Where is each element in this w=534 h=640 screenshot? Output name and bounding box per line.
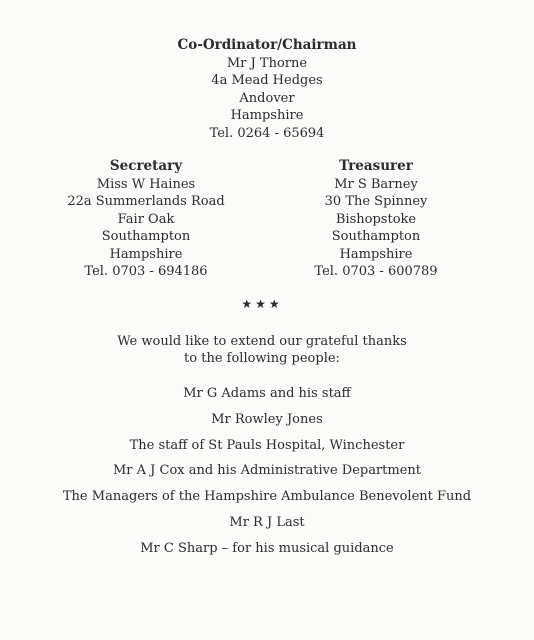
thanks-list-item: Mr A J Cox and his Administrative Department	[112, 463, 422, 479]
chairman-phone: Tel. 0264 - 65694	[209, 125, 325, 141]
star-separator: ★★★	[241, 297, 283, 311]
chairman-address-line: Hampshire	[230, 108, 304, 123]
treasurer-phone: Tel. 0703 - 600789	[314, 264, 438, 279]
treasurer-address-line: Southampton	[331, 229, 421, 244]
chairman-address-line: 4a Mead Hedges	[211, 73, 323, 88]
chairman-contact-block	[127, 37, 407, 142]
thanks-list-item: Mr G Adams and his staff	[183, 386, 351, 401]
chairman-address-line: Andover	[239, 90, 295, 106]
treasurer-name: Mr S Barney	[334, 176, 418, 192]
secretary-address-line: 22a Summerlands Road	[67, 194, 225, 209]
thanks-list	[0, 385, 534, 566]
thanks-list-item: The staff of St Pauls Hospital, Winchester	[129, 437, 405, 453]
secretary-name: Miss W Haines	[96, 176, 196, 192]
thanks-list-item: Mr C Sharp – for his musical guidance	[140, 540, 394, 556]
thanks-intro-line: to the following people:	[184, 351, 340, 366]
thanks-intro-line: We would like to extend our grateful thanks	[117, 334, 407, 349]
chairman-name: Mr J Thorne	[226, 55, 308, 71]
secretary-address-line: Hampshire	[109, 246, 183, 262]
treasurer-contact-block	[240, 158, 512, 281]
secretary-heading: Secretary	[109, 158, 183, 174]
secretary-address-line: Fair Oak	[117, 211, 175, 227]
treasurer-heading: Treasurer	[339, 158, 413, 174]
treasurer-address-line: 30 The Spinney	[324, 194, 428, 209]
chairman-heading: Co-Ordinator/Chairman	[177, 37, 357, 53]
treasurer-address-line: Hampshire	[339, 246, 413, 262]
secretary-address-line: Southampton	[101, 229, 191, 244]
secretary-phone: Tel. 0703 - 694186	[84, 264, 208, 279]
thanks-intro	[0, 333, 524, 367]
thanks-list-item: Mr R J Last	[229, 514, 305, 530]
thanks-list-item: Mr Rowley Jones	[211, 411, 323, 427]
thanks-list-item: The Managers of the Hampshire Ambulance Benevolent Fund	[62, 489, 472, 505]
treasurer-address-line: Bishopstoke	[335, 211, 417, 227]
